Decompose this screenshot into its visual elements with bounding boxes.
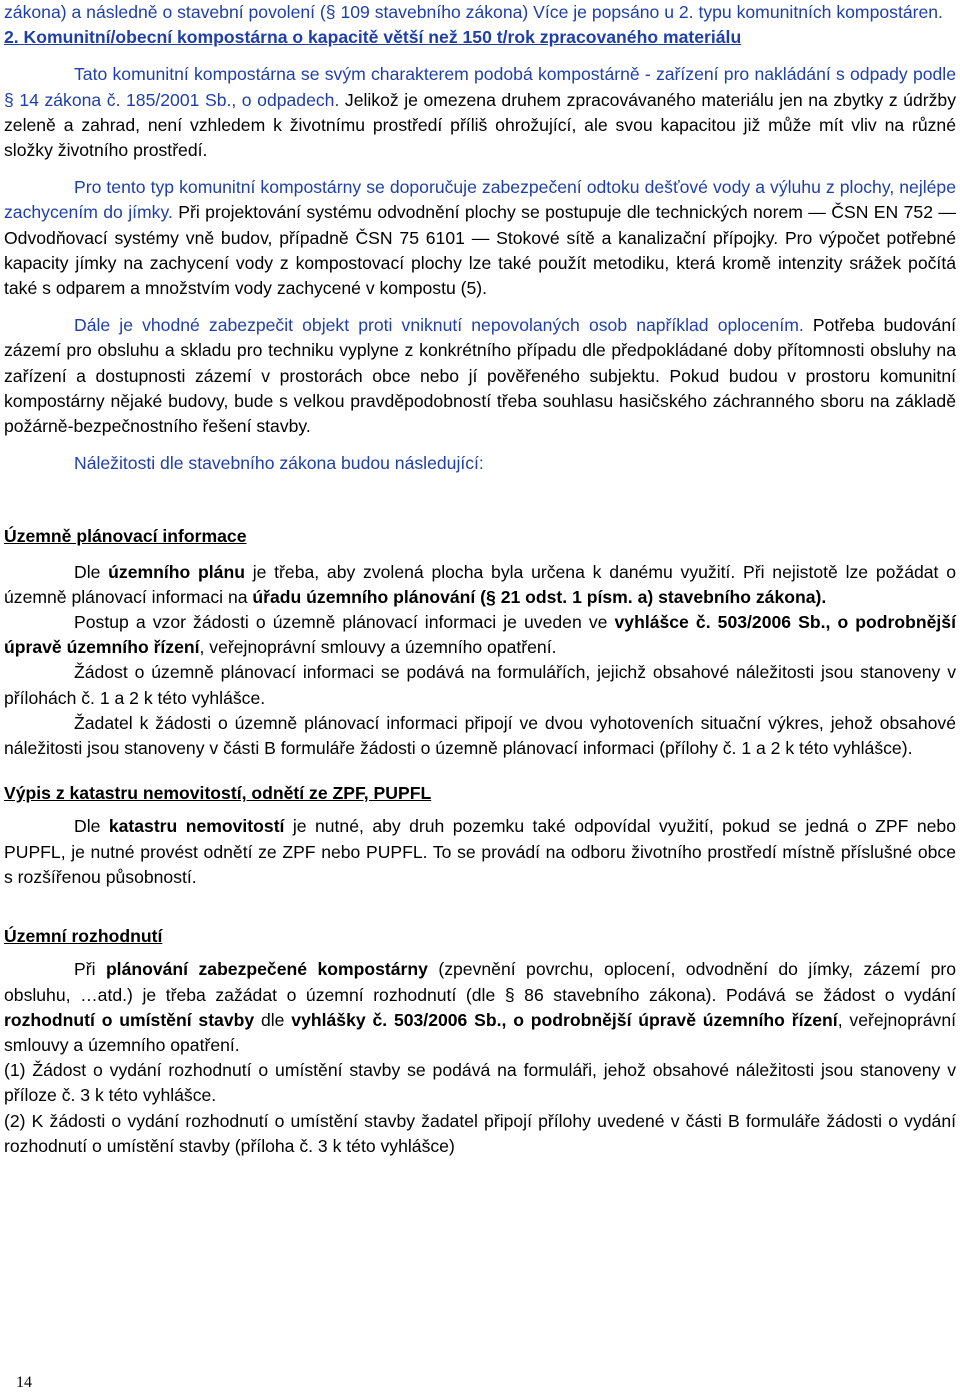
- intro-paragraph: zákona) a následně o stavební povolení (§ 109 stavebního zákona) Více je popsáno u 2. typu komunitních kompostáren.: [4, 2, 943, 22]
- katastr-p1-bold-1: katastru nemovitostí: [108, 816, 285, 837]
- section-2-paragraph-2-text: Při projektování systému odvodnění plochy se postupuje dle technických norem — ČSN EN 752 — Odvodňovací systémy vně budov, případně ČSN 75 6101 — Stokové sítě a kanalizační přípojky. Pro výpočet potřebné kapacity jímky na zachycení vody z kompostovací plochy lze také použít metodiku, která kromě intenzity srážek počítá také s odparem a množstvím vody zachycené v kompostu (5).: [4, 202, 956, 299]
- section-2-paragraph-1-link: Tato komunitní kompostárna se svým charakterem podobá kompostárně - zařízení pro nakládání s odpady podle § 14 zákona č. 185/2001 Sb., o odpadech.: [4, 64, 956, 110]
- rozhodnuti-p1-text-2: (zpevnění povrchu, oplocení, odvodnění do jímky, zázemí pro obsluhu, …atd.) je třeba zažádat o územní rozhodnutí (dle § 86 stavebního zákona). Podává se žádost o vydání: [4, 959, 957, 1005]
- rozhodnuti-p1-text-4: , veřejnoprávní smlouvy a územního opatření.: [4, 1009, 956, 1055]
- rozhodnuti-paragraph-3: (2) K žádosti o vydání rozhodnutí o umístění stavby žadatel připojí přílohy uvedené v části B formuláře žádosti o vydání rozhodnutí o umístění stavby (příloha č. 3 k této vyhlášce): [4, 1110, 956, 1156]
- section-2-paragraph-4: Náležitosti dle stavebního zákona budou následující:: [74, 453, 484, 474]
- katastr-p1-text-2: je nutné, aby druh pozemku také odpovídal využití, pokud se jedná o ZPF nebo PUPFL, je nutné provést odnětí ze ZPF nebo PUPFL. To se provádí na odboru životního prostředí místně příslušné obce s rozšířenou působností.: [4, 816, 956, 887]
- uzemne-paragraph-2: [4, 610, 956, 660]
- section-2-paragraph-2-link: Pro tento typ komunitní kompostárny se doporučuje zabezpečení odtoku dešťové vody a výluhu z plochy, nejlépe zachycením do jímky.: [4, 177, 956, 223]
- rozhodnuti-p1-bold-1: plánování zabezpečené kompostárny: [105, 959, 428, 980]
- section-2-paragraph-2: [4, 175, 956, 301]
- section-2-heading: 2. Komunitní/obecní kompostárna o kapacitě větší než 150 t/rok zpracovaného materiálu: [4, 27, 742, 48]
- rozhodnuti-p1-bold-2: rozhodnutí o umístění stavby: [4, 1009, 255, 1030]
- rozhodnuti-p1-text-3: dle: [254, 1009, 292, 1030]
- section-2-paragraph-1: [4, 62, 956, 163]
- rozhodnuti-paragraph-1: [4, 957, 956, 1058]
- rozhodnuti-paragraph-2: (1) Žádost o vydání rozhodnutí o umístění stavby se podává na formuláři, jehož obsahové náležitosti jsou stanoveny v příloze č. 3 k této vyhlášce.: [4, 1060, 956, 1106]
- rozhodnuti-heading: Územní rozhodnutí: [4, 926, 163, 947]
- section-2-paragraph-3-link: Dále je vhodné zabezpečit objekt proti vniknutí nepovolaných osob například oplocením.: [74, 315, 804, 336]
- uzemne-p2-text-2: , veřejnoprávní smlouvy a územního opatření.: [199, 637, 557, 658]
- uzemne-paragraph-1: [4, 560, 956, 610]
- uzemne-heading: Územně plánovací informace: [4, 526, 247, 547]
- section-2-paragraph-1-text: Jelikož je omezena druhem zpracovávaného materiálu jen na zbytky z údržby zeleně a zahrad, není vzhledem k životnímu prostředí příliš ohrožující, ale svou kapacitou již může mít vliv na různé složky životního prostředí.: [4, 89, 956, 161]
- katastr-p1-text-1: Dle: [74, 816, 109, 837]
- katastr-heading: Výpis z katastru nemovitostí, odnětí ze ZPF, PUPFL: [4, 783, 432, 804]
- uzemne-p2-bold-1: vyhlášce č. 503/2006 Sb., o podrobnější úpravě územního řízení: [4, 612, 956, 658]
- uzemne-p1-bold-1: územního plánu: [108, 561, 245, 582]
- section-2-paragraph-3-text: Potřeba budování zázemí pro obsluhu a skladu pro techniku vyplyne z konkrétního případu dle předpokládané doby přítomnosti obsluhy na zařízení a dostupnosti zázemí v prostorách obce nebo jí pověřeného subjektu. Pokud budou v prostoru komunitní kompostárny nějaké budovy, bude s velkou pravděpodobností třeba souhlasu hasičského záchranného sboru na základě požárně-bezpečnostního řešení stavby.: [4, 315, 956, 437]
- uzemne-p1-text-1: Dle: [74, 561, 109, 582]
- rozhodnuti-p1-text-1: Při: [74, 959, 106, 980]
- uzemne-p2-text-1: Postup a vzor žádosti o územně plánovací informaci je uveden ve: [74, 612, 615, 633]
- section-2-paragraph-3: [4, 313, 956, 439]
- uzemne-paragraph-4: Žadatel k žádosti o územně plánovací informaci připojí ve dvou vyhotoveních situační výkres, jehož obsahové náležitosti jsou stanoveny v části B formuláře žádosti o územně plánovací informaci (přílohy č. 1 a 2 k této vyhlášce).: [4, 712, 956, 759]
- uzemne-p1-text-2: je třeba, aby zvolená plocha byla určena k danému využití. Při nejistotě lze požádat o územně plánovací informaci na: [4, 561, 956, 607]
- document-page: [4, 0, 956, 1159]
- katastr-paragraph-1: [4, 814, 956, 890]
- uzemne-paragraph-3: Žádost o územně plánovací informaci se podává na formulářích, jejichž obsahové náležitosti jsou stanoveny v přílohách č. 1 a 2 k této vyhlášce.: [4, 662, 956, 708]
- rozhodnuti-p1-bold-3: vyhlášky č. 503/2006 Sb., o podrobnější úpravě územního řízení: [291, 1009, 838, 1030]
- page-number: 14: [16, 1374, 32, 1391]
- uzemne-p1-bold-2: úřadu územního plánování (§ 21 odst. 1 písm. a) stavebního zákona).: [252, 586, 827, 607]
